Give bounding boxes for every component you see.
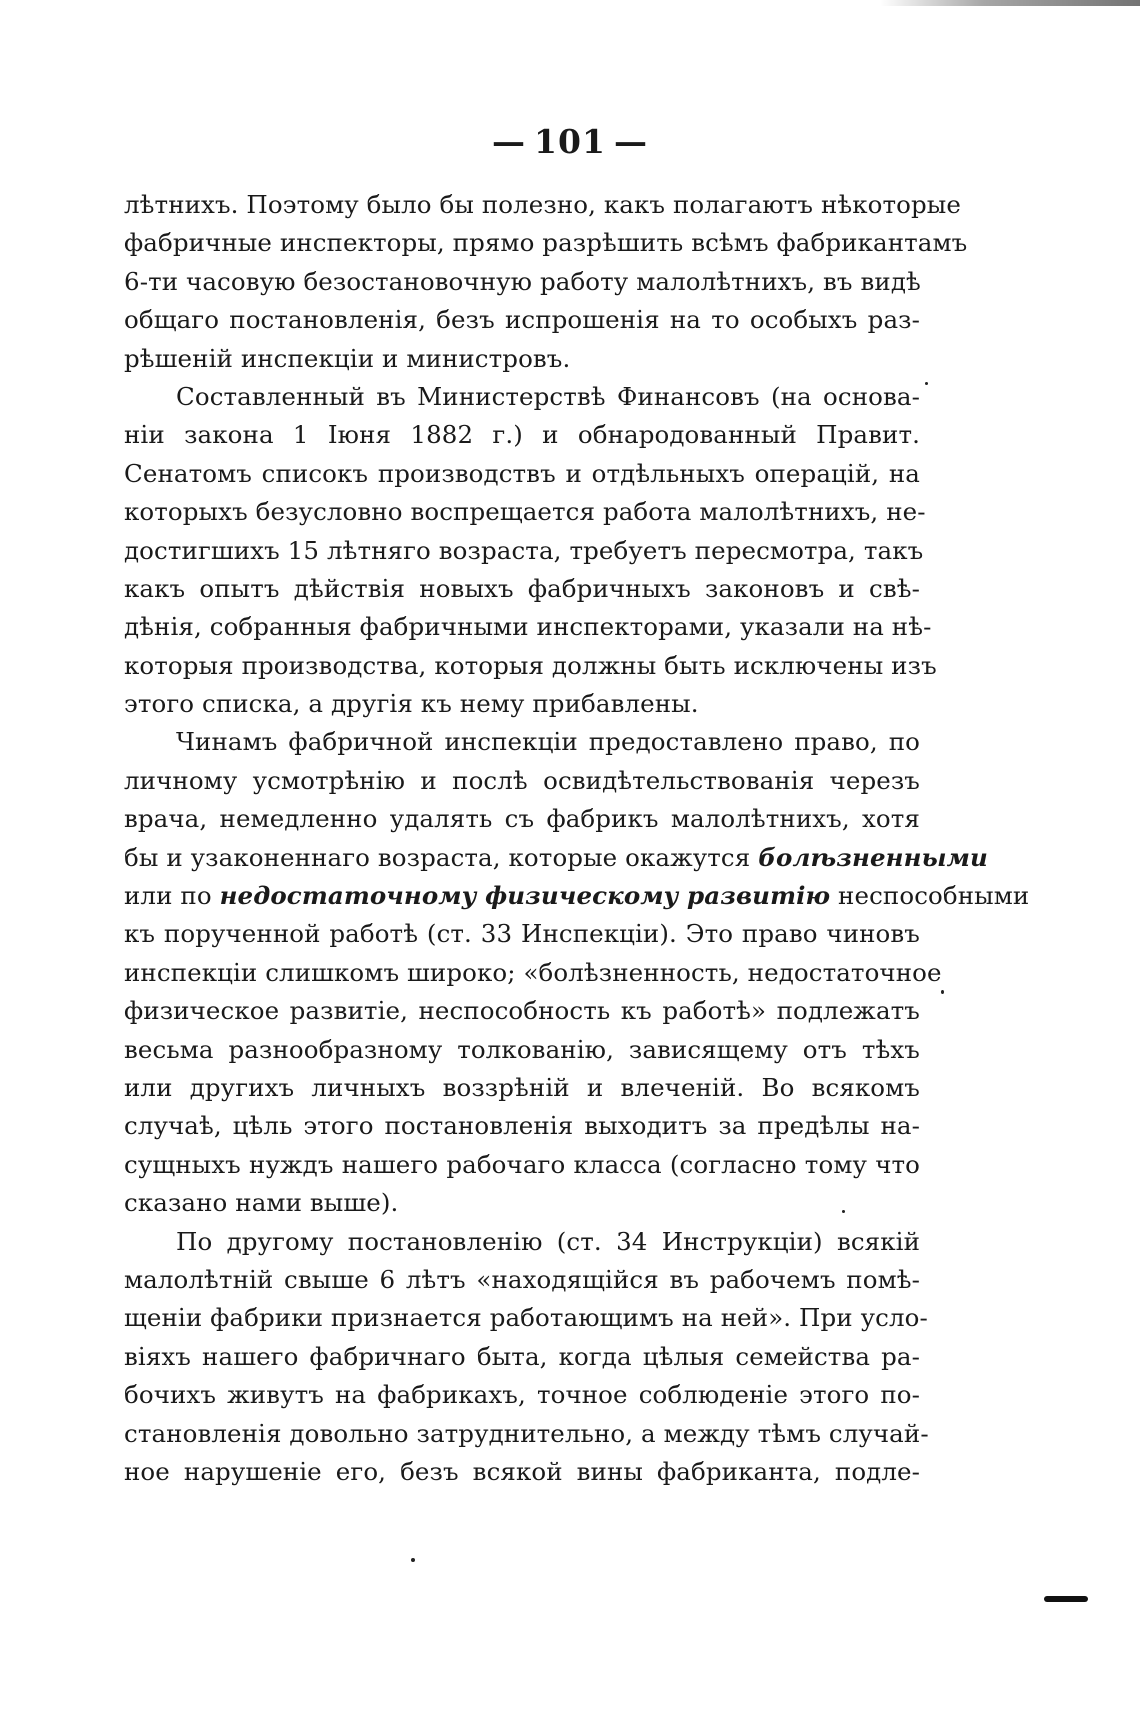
text-line: врача, немедленно удалять съ фабрикъ малолѣтнихъ, хотя [124,804,920,834]
emphasized-text: недостаточному физическому развитію [219,881,831,911]
page-number-dash-right: — [613,122,648,161]
text-line: инспекціи слишкомъ широко; «болѣзненность, недостаточное [124,957,942,987]
text-run: неспособными [830,881,1030,911]
text-line: общаго постановленія, безъ испрошенія на то особыхъ раз- [124,305,920,335]
text-line: какъ опытъ дѣйствія новыхъ фабричныхъ законовъ и свѣ- [124,573,920,603]
text-line: бочихъ живутъ на фабрикахъ, точное соблюденіе этого по- [124,1380,920,1410]
text-line: которыя производства, которыя должны быть исключены изъ [124,650,937,680]
text-line: личному усмотрѣнію и послѣ освидѣтельствованія черезъ [124,765,920,795]
text-line: віяхъ нашего фабричнаго быта, когда цѣлыя семейства ра- [124,1341,920,1371]
text-line: которыхъ безусловно воспрещается работа малолѣтнихъ, не- [124,497,926,527]
text-line: сказано нами выше). [124,1188,399,1218]
text-line: становленія довольно затруднительно, а между тѣмъ случай- [124,1418,929,1448]
scan-speck [925,382,928,385]
text-line: щеніи фабрики признается работающимъ на ней». При усло- [124,1303,928,1333]
text-line: лѣтнихъ. Поэтому было бы полезно, какъ полагаютъ нѣкоторые [124,190,961,219]
text-line: случаѣ, цѣль этого постановленія выходитъ за предѣлы на- [124,1111,920,1141]
text-line: 6-ти часовую безостановочную работу малолѣтнихъ, въ видѣ [124,266,921,296]
scan-speck [941,990,944,994]
text-line: весьма разнообразному толкованію, зависящему отъ тѣхъ [124,1034,920,1064]
text-line: рѣшеній инспекціи и министровъ. [124,343,571,373]
text-run: бы и узаконеннаго возраста, которые окажутся [124,842,759,872]
text-line: физическое развитіе, неспособность къ работѣ» подлежатъ [124,996,920,1026]
text-line-with-emphasis [124,877,1030,915]
text-line-with-emphasis [124,839,988,877]
scan-edge-shadow [880,0,1140,6]
text-line: ніи закона 1 Іюня 1882 г.) и обнародованный Правит. [124,420,920,450]
scan-mark [1044,1596,1088,1602]
text-line: сущныхъ нуждъ нашего рабочаго класса (согласно тому что [124,1149,920,1179]
emphasized-text: болѣзненными [758,842,988,872]
text-line: Сенатомъ списокъ производствъ и отдѣльныхъ операцій, на [124,458,920,488]
text-line: достигшихъ 15 лѣтняго возраста, требуетъ пересмотра, такъ [124,535,924,565]
text-line: этого списка, а другія къ нему прибавлены. [124,689,699,719]
page-number-header [0,122,1140,162]
page-number: 101 [534,122,606,161]
page-body [124,186,1030,1491]
text-line: дѣнія, собранныя фабричными инспекторами, указали на нѣ- [124,612,932,642]
page-number-dash-left: — [492,122,527,161]
paragraph-3 [124,723,1030,1222]
text-line: малолѣтній свыше 6 лѣтъ «находящійся въ рабочемъ помѣ- [124,1264,920,1294]
text-line: или другихъ личныхъ воззрѣній и влеченій. Во всякомъ [124,1072,920,1102]
text-line: Чинамъ фабричной инспекціи предоставлено право, по [176,727,920,757]
text-line: Составленный въ Министерствѣ Финансовъ (на основа- [176,381,920,411]
scan-speck [411,1558,415,1562]
text-line: По другому постановленію (ст. 34 Инструкціи) всякій [176,1226,920,1256]
paragraph-2 [124,378,937,724]
text-line: къ порученной работѣ (ст. 33 Инспекціи). Это право чиновъ [124,919,920,949]
paragraph-1 [124,186,968,378]
paragraph-4 [124,1223,929,1492]
text-line: ное нарушеніе его, безъ всякой вины фабриканта, подле- [124,1456,920,1486]
text-line: фабричные инспекторы, прямо разрѣшить всѣмъ фабрикантамъ [124,228,968,258]
text-run: или по [124,881,220,911]
scan-speck [842,1210,845,1213]
